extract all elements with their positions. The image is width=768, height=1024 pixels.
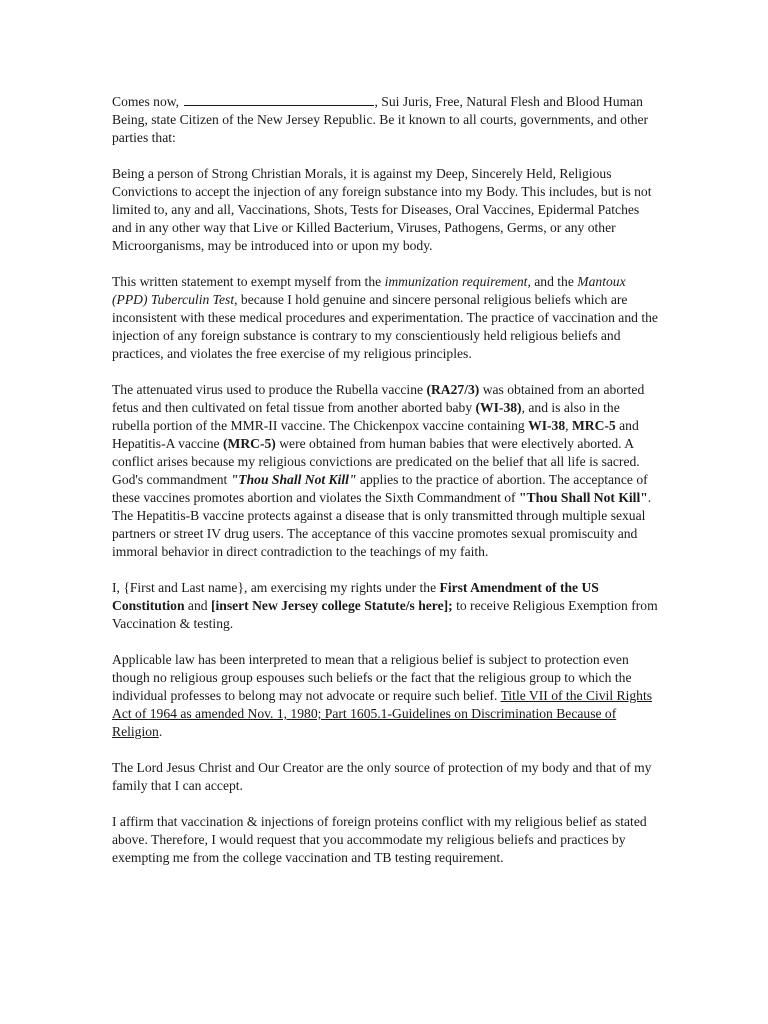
opening-paragraph [112, 93, 660, 147]
commandment-quote: "Thou Shall Not Kill" [518, 490, 648, 505]
vaccine-text: applies to the practice of abortion. The acceptance of these vaccines promotes abortion and violates the Sixth Commandment of [112, 472, 648, 505]
request-text: I affirm that vaccination & injections of foreign proteins conflict with my religious belief as stated above. Therefore, I would request that you accommodate my religious beliefs and practices by exempting me from the college vaccination and TB testing requirement. [112, 814, 647, 865]
law-text: Applicable law has been interpreted to mean that a religious belief is subject to protection even though no religious group espouses such beliefs or the fact that the religious group to which the individual professes to belong may not advocate or require such belief. [112, 652, 632, 703]
statement-text: This written statement to exempt myself from the [112, 274, 385, 289]
mrc5-term: MRC-5 [571, 418, 616, 433]
opening-text-cont: , Sui Juris, Free, Natural Flesh and Blood Human Being, state Citizen of the New Jersey Republic. Be it known to all courts, governments, and other parties that: [112, 94, 649, 145]
vaccine-text: was obtained from an aborted fetus and then cultivated on fetal tissue from another aborted baby [112, 382, 645, 415]
law-paragraph [112, 651, 660, 741]
commandment-quote: "Thou Shall Not Kill" [230, 472, 357, 487]
law-text: . [158, 724, 163, 739]
vaccine-text: were obtained from human babies that were electively aborted. A conflict arises because my religious convictions are predicated on the belief that all life is sacred. God's commandment [112, 436, 640, 487]
morals-paragraph [112, 165, 660, 255]
rights-paragraph [112, 579, 660, 633]
faith-text: The Lord Jesus Christ and Our Creator are the only source of protection of my body and that of my family that I can accept. [112, 760, 652, 793]
wi38-term: (WI-38) [475, 400, 522, 415]
statement-text: , because I hold genuine and sincere personal religious beliefs which are inconsistent with these medical procedures and experimentation. The practice of vaccination and the injection of any foreign substance is contrary to my conscientiously held religious beliefs and practices, and violates the free exercise of my religious principles. [112, 292, 658, 361]
vaccine-text: . The Hepatitis-B vaccine protects against a disease that is only transmitted through multiple sexual partners or street IV drug users. The acceptance of this vaccine promotes sexual promiscuity and immoral behavior in direct contradiction to the teachings of my faith. [112, 490, 652, 559]
morals-text: Being a person of Strong Christian Morals, it is against my Deep, Sincerely Held, Religious Convictions to accept the injection of any foreign substance into my Body. This includes, but is not limited to, any and all, Vaccinations, Shots, Tests for Diseases, Oral Vaccines, Epidermal Patches and in any other way that Live or Killed Bacterium, Viruses, Pathogens, Germs, or any other Microorganisms, may be introduced into or upon my body. [112, 166, 652, 253]
first-amendment-term: First Amendment of the US Constitution [112, 580, 599, 613]
vaccine-text: , [565, 418, 572, 433]
vaccine-origin-paragraph [112, 381, 660, 561]
immunization-requirement-term: immunization requirement [384, 274, 528, 289]
name-blank-line [184, 93, 374, 106]
civil-rights-act-citation: Title VII of the Civil Rights Act of 1964 as amended Nov. 1, 1980; Part 1605.1-Guidelines on Discrimination Because of Religion [112, 688, 653, 739]
vaccine-text: The attenuated virus used to produce the Rubella vaccine [112, 382, 427, 397]
mantoux-test-term: Mantoux (PPD) Tuberculin Test [112, 274, 626, 307]
opening-text: Comes now, [112, 94, 180, 109]
faith-paragraph [112, 759, 660, 795]
rights-text: to receive Religious Exemption from Vaccination & testing. [112, 598, 658, 631]
request-paragraph [112, 813, 660, 867]
rights-text: and [184, 598, 211, 613]
statement-text: , and the [527, 274, 578, 289]
mrc5-term: (MRC-5) [222, 436, 276, 451]
vaccine-text: and Hepatitis-A vaccine [112, 418, 639, 451]
rights-text: I, {First and Last name}, am exercising my rights under the [112, 580, 440, 595]
wi38-term: WI-38 [528, 418, 566, 433]
statement-paragraph [112, 273, 660, 363]
statute-placeholder: [insert New Jersey college Statute/s here]; [210, 598, 453, 613]
letter-body [112, 93, 660, 867]
vaccine-text: , and is also in the rubella portion of the MMR-II vaccine. The Chickenpox vaccine containing [112, 400, 620, 433]
ra273-term: (RA27/3) [426, 382, 480, 397]
